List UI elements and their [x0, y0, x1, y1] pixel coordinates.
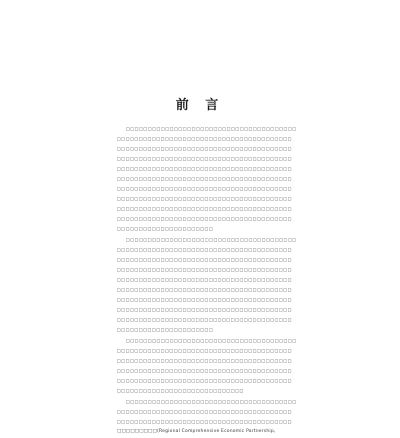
- text-line: □□□□□□□□□□□□□□□□□□□□□□□□□□□□□□□□□□□□□□□□: [117, 307, 293, 312]
- text-line: □□□□□□□□□□□□□□□□□□□□□□□□□□□□□□□□□□□□□□□□: [117, 267, 293, 272]
- text-line: □□□□□□□□□□□□□□□□□□□□□□□□□□□□□□□□□□□□□□□□: [117, 156, 293, 161]
- text-line: □□□□□□□□□□□□□□□□□□□□□□□□□□□□□□□□□□□□□□□□: [117, 358, 293, 363]
- text-line: □□□□□□□□□□□□□□□□□□□□□□□□□□□□□: [117, 388, 244, 393]
- paragraph: [117, 336, 307, 396]
- text-line: □□□□□□□□□□□□□□□□□□□□□□□□□□□□□□□□□□□□□□□□: [117, 206, 293, 211]
- text-line: □□□□□□□□□□□□□□□□□□□□□□□□□□□□□□□□□□□□□□□: [126, 399, 297, 404]
- text-line: □□□□□□□□□□□□□□□□□□□□□□□□□□□□□□□□□□□□□□□□: [117, 287, 293, 292]
- text-line: □□□□□□□□□□□□□□□□□□□□□□□□□□□□□□□□□□□□□□□□: [117, 136, 293, 141]
- body-text: [117, 124, 307, 438]
- paragraph: [117, 235, 307, 335]
- page-heading: 前 言: [175, 98, 225, 113]
- paragraph: [117, 124, 307, 234]
- text-line: □□□□□□□□□□□□□□□□□□□□□□□□□□□□□□□□□□□□□□□□: [117, 186, 293, 191]
- text-line: □□□□□□□□□□□□□□□□□□□□□□□□□□□□□□□□□□□□□□□: [126, 338, 297, 343]
- text-line: □□□□□□□□□□□□□□□□□□□□□□□□□□□□□□□□□□□□□□□□: [117, 216, 293, 221]
- text-line-latin: □□□□□□□□□(Regional Comprehensive Economic Partnership,: [117, 429, 276, 434]
- text-line: □□□□□□□□□□□□□□□□□□□□□□: [117, 226, 214, 231]
- text-line: □□□□□□□□□□□□□□□□□□□□□□□□□□□□□□□□□□□□□□□□: [117, 409, 293, 414]
- text-line: □□□□□□□□□□□□□□□□□□□□□□□□□□□□□□□□□□□□□□□□: [117, 297, 293, 302]
- text-line: □□□□□□□□□□□□□□□□□□□□□□□□□□□□□□□□□□□□□□□□: [117, 317, 293, 322]
- text-line: □□□□□□□□□□□□□□□□□□□□□□□□□□□□□□□□□□□□□□□: [126, 237, 297, 242]
- text-line: □□□□□□□□□□□□□□□□□□□□□□□□□□□□□□□□□□□□□□□□: [117, 419, 293, 424]
- text-line: □□□□□□□□□□□□□□□□□□□□□□□□□□□□□□□□□□□□□□□□: [117, 277, 293, 282]
- text-line: □□□□□□□□□□□□□□□□□□□□□□□□□□□□□□□□□□□□□□□□: [117, 378, 293, 383]
- text-line: □□□□□□□□□□□□□□□□□□□□□□□□□□□□□□□□□□□□□□□□: [117, 257, 293, 262]
- text-line: □□□□□□□□□□□□□□□□□□□□□□□□□□□□□□□□□□□□□□□□: [117, 247, 293, 252]
- text-line: □□□□□□□□□□□□□□□□□□□□□□□□□□□□□□□□□□□□□□□□: [117, 166, 293, 171]
- text-line: □□□□□□□□□□□□□□□□□□□□□□□□□□□□□□□□□□□□□□□□: [117, 176, 293, 181]
- text-line: □□□□□□□□□□□□□□□□□□□□□□□□□□□□□□□□□□□□□□□□: [117, 146, 293, 151]
- text-line: □□□□□□□□□□□□□□□□□□□□□□□□□□□□□□□□□□□□□□□: [126, 126, 297, 131]
- paragraph: [117, 397, 307, 437]
- text-line: □□□□□□□□□□□□□□□□□□□□□□□□□□□□□□□□□□□□□□□□: [117, 196, 293, 201]
- text-line: □□□□□□□□□□□□□□□□□□□□□□□□□□□□□□□□□□□□□□□□: [117, 368, 293, 373]
- text-line: □□□□□□□□□□□□□□□□□□□□□□□□□□□□□□□□□□□□□□□□: [117, 348, 293, 353]
- text-line: □□□□□□□□□□□□□□□□□□□□□□: [117, 327, 214, 332]
